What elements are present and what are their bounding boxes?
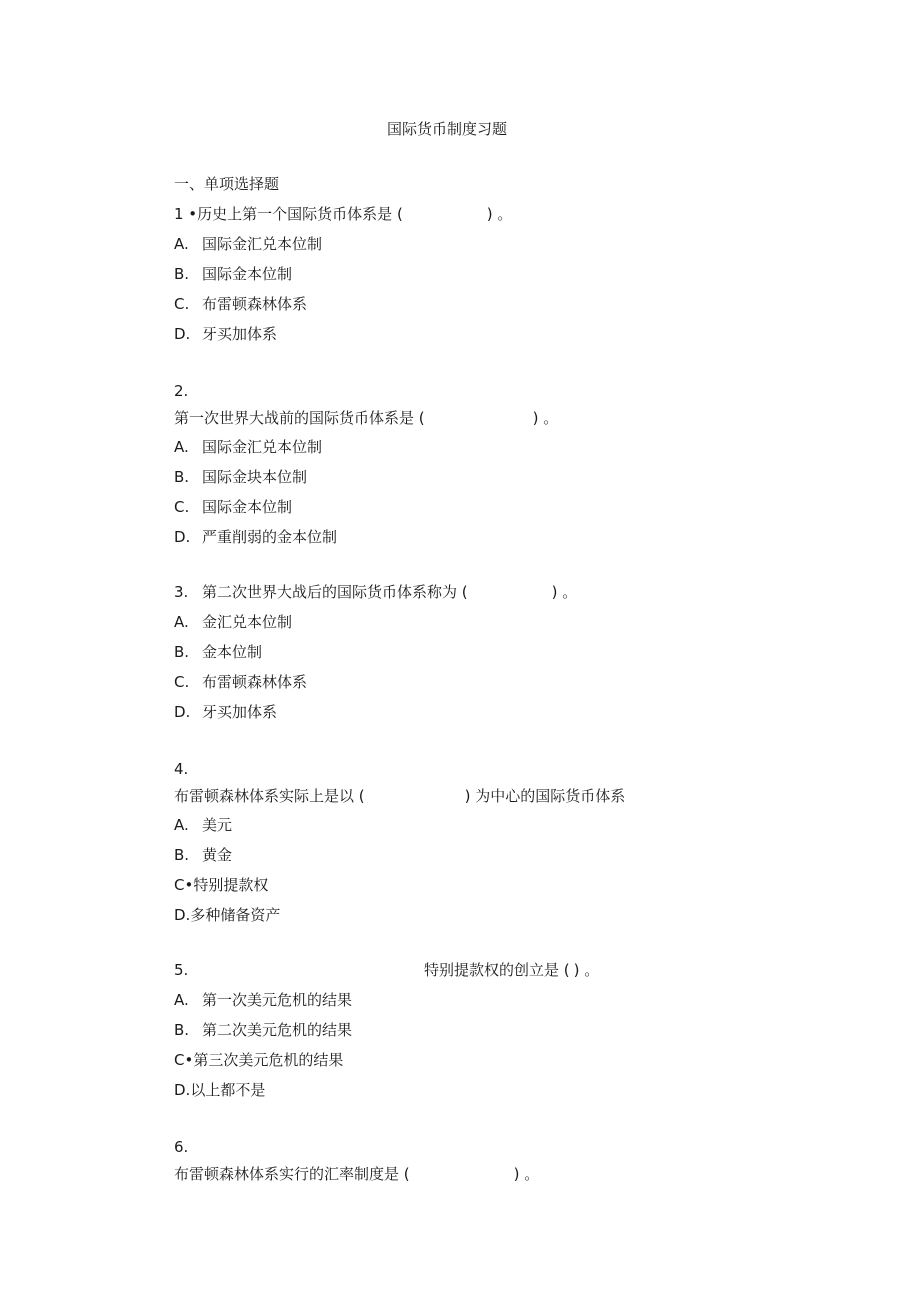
question-5-stem	[424, 960, 599, 980]
option-text: 国际金块本位制	[202, 468, 308, 486]
document-title: 国际货币制度习题	[387, 120, 508, 138]
question-text-end: ) 。	[551, 583, 578, 601]
option-text: 美元	[202, 816, 233, 834]
option-letter: B.	[174, 643, 190, 661]
section-heading: 一、单项选择题	[174, 175, 280, 193]
question-text-end: ) 为中心的国际货币体系	[464, 787, 626, 805]
option-text: 布雷顿森林体系	[202, 673, 308, 691]
option	[174, 1050, 343, 1070]
option	[174, 845, 232, 865]
question-text: 布雷顿森林体系实际上是以 (	[174, 787, 365, 805]
option-letter: B.	[174, 846, 190, 864]
option	[174, 294, 307, 314]
option-text: 多种储备资产	[190, 906, 281, 924]
option-text: 国际金汇兑本位制	[202, 235, 323, 253]
option-text: 国际金本位制	[202, 265, 293, 283]
question-3-stem	[174, 582, 577, 602]
option-letter: D.	[174, 528, 191, 546]
option-letter: B.	[174, 468, 190, 486]
option	[174, 234, 322, 254]
option	[174, 612, 292, 632]
option-letter: C•	[174, 1051, 194, 1069]
option-text: 金汇兑本位制	[202, 613, 293, 631]
question-text: 第一次世界大战前的国际货币体系是 (	[174, 409, 425, 427]
option	[174, 642, 262, 662]
question-2-number: 2.	[174, 382, 189, 400]
option	[174, 1020, 352, 1040]
question-text-end: ) 。	[513, 1165, 540, 1183]
option-letter: C•	[174, 876, 194, 894]
option-text: 以上都不是	[190, 1081, 266, 1099]
option-text: 牙买加体系	[202, 325, 278, 343]
option-letter: A.	[174, 816, 189, 834]
option-text: 国际金汇兑本位制	[202, 438, 323, 456]
question-6-number: 6.	[174, 1138, 189, 1156]
question-1-stem	[174, 204, 512, 224]
question-text: 第二次世界大战后的国际货币体系称为 (	[202, 583, 468, 601]
question-6-stem	[174, 1164, 539, 1184]
option-letter: D.	[174, 906, 191, 924]
option	[174, 497, 292, 517]
option	[174, 1080, 265, 1100]
question-number: 1 •	[174, 205, 198, 223]
question-text: 特别提款权的创立是 (	[424, 961, 570, 979]
option	[174, 702, 277, 722]
option-letter: D.	[174, 1081, 191, 1099]
option	[174, 672, 307, 692]
option-letter: A.	[174, 235, 189, 253]
question-4-stem	[174, 786, 625, 806]
option-letter: C.	[174, 295, 190, 313]
option	[174, 815, 232, 835]
option-letter: A.	[174, 991, 189, 1009]
option-text: 第一次美元危机的结果	[202, 991, 353, 1009]
option-letter: D.	[174, 325, 191, 343]
question-2-stem	[174, 408, 558, 428]
option-letter: A.	[174, 613, 189, 631]
option-letter: B.	[174, 265, 190, 283]
option-text: 第二次美元危机的结果	[202, 1021, 353, 1039]
option-text: 金本位制	[202, 643, 263, 661]
question-text-end: ) 。	[532, 409, 559, 427]
option-text: 牙买加体系	[202, 703, 278, 721]
option-letter: C.	[174, 673, 190, 691]
option	[174, 527, 337, 547]
option-text: 国际金本位制	[202, 498, 293, 516]
question-text-end: ) 。	[573, 961, 600, 979]
option-text: 特别提款权	[193, 876, 269, 894]
option-text: 黄金	[202, 846, 233, 864]
question-5-number: 5.	[174, 961, 189, 979]
option-letter: D.	[174, 703, 191, 721]
option-text: 第三次美元危机的结果	[193, 1051, 344, 1069]
option	[174, 875, 268, 895]
option	[174, 437, 322, 457]
question-text: 历史上第一个国际货币体系是 (	[197, 205, 403, 223]
question-4-number: 4.	[174, 760, 189, 778]
option	[174, 990, 352, 1010]
question-number: 3.	[174, 583, 189, 601]
option	[174, 324, 277, 344]
option	[174, 467, 307, 487]
question-text-end: ) 。	[486, 205, 513, 223]
option-letter: A.	[174, 438, 189, 456]
option	[174, 905, 280, 925]
option-text: 布雷顿森林体系	[202, 295, 308, 313]
question-text: 布雷顿森林体系实行的汇率制度是 (	[174, 1165, 410, 1183]
option-text: 严重削弱的金本位制	[202, 528, 338, 546]
option	[174, 264, 292, 284]
option-letter: B.	[174, 1021, 190, 1039]
option-letter: C.	[174, 498, 190, 516]
